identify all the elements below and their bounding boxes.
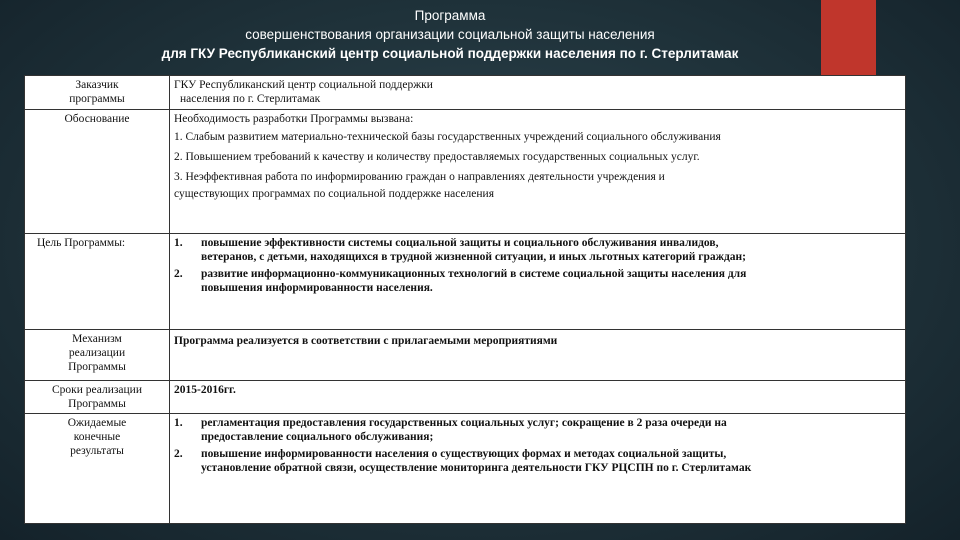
row-mechanism	[25, 330, 906, 381]
results-item-1: 1. регламентация предоставления государственных социальных услуг; сокращение в 2 раза очереди на предоставление социального обслуживания;	[174, 417, 727, 443]
mechanism-label: Механизм реализации Программы	[25, 330, 170, 381]
mechanism-value: Программа реализуется в соответствии с прилагаемыми мероприятиями	[170, 330, 906, 381]
goal-item-1: 1. повышение эффективности системы социальной защиты и социального обслуживания инвалидов, ветеранов, с детьми, находящихся в трудной жизненной ситуации, и иных льготных категорий граждан;	[174, 237, 746, 263]
rationale-label: Обоснование	[25, 110, 170, 234]
row-terms	[25, 381, 906, 414]
document-sheet	[24, 75, 905, 524]
slide-title	[40, 6, 860, 63]
row-goal	[25, 234, 906, 330]
goal-item-2: 2. развитие информационно-коммуникационных технологий в системе социальной защиты населения для повышения информированности населения.	[174, 268, 747, 294]
title-line-2: совершенствования организации социальной защиты населения	[245, 27, 655, 42]
terms-value: 2015-2016гг.	[170, 381, 906, 414]
title-line-1: Программа	[414, 8, 486, 23]
row-customer	[25, 76, 906, 110]
goal-value	[170, 234, 906, 330]
program-table	[24, 75, 906, 524]
title-line-3: для ГКУ Республиканский центр социальной поддержки населения по г. Стерлитамак	[161, 46, 739, 61]
rationale-value: Необходимость разработки Программы вызвана: 1. Слабым развитием материально-технической базы государственных учреждений социального обслуживания 2. Повышением требований к качеству и количеству предоставляемых государственных социальных услуг. 3. Неэффективная работа по информированию граждан о направлениях деятельности учреждения и существующих программах по социальной поддержке населения	[170, 110, 906, 234]
customer-label: Заказчик программы	[25, 76, 170, 110]
row-rationale	[25, 110, 906, 234]
terms-label: Сроки реализации Программы	[25, 381, 170, 414]
results-item-2: 2. повышение информированности населения о существующих формах и методах социальной защиты, установление обратной связи, осуществление мониторинга деятельности ГКУ РЦСПН по г. Стерлитамак	[174, 448, 752, 474]
results-label: Ожидаемые конечные результаты	[25, 414, 170, 524]
goal-label: Цель Программы:	[25, 234, 170, 330]
customer-value: ГКУ Республиканский центр социальной поддержки населения по г. Стерлитамак	[170, 76, 906, 110]
results-value	[170, 414, 906, 524]
row-results	[25, 414, 906, 524]
